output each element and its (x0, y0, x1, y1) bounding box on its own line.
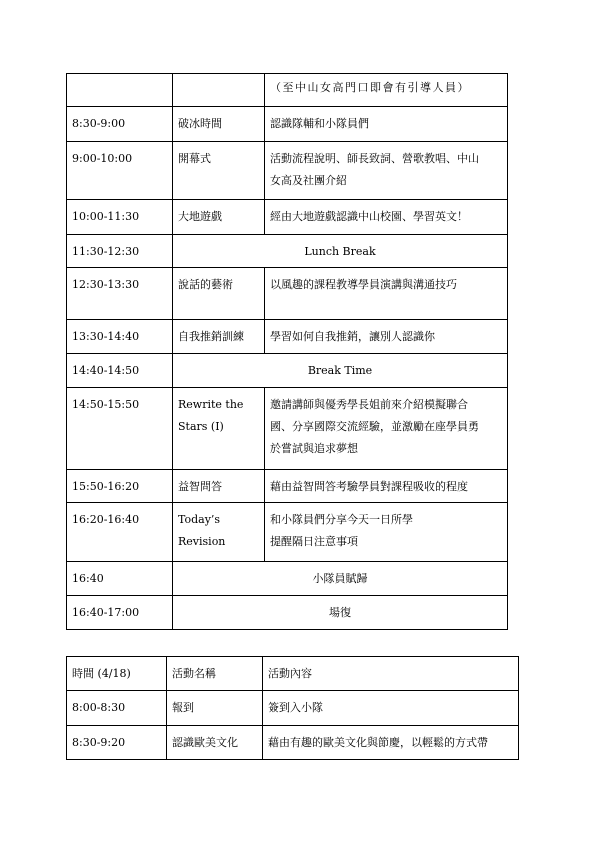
activity-cell: 大地遊戲 (173, 200, 265, 235)
time-cell: 16:40 (67, 562, 173, 596)
content-cell: 邀請講師與優秀學長姐前來介紹模擬聯合 國、分享國際交流經驗，並激勵在座學員勇 於嘗試與追求夢想 (265, 388, 508, 470)
merged-activity-cell: 小隊員賦歸 (173, 562, 508, 596)
table-row (67, 235, 508, 268)
table-row (67, 596, 508, 630)
time-cell: 16:40-17:00 (67, 596, 173, 630)
content-cell: 經由大地遊戲認識中山校園、學習英文！ (265, 200, 508, 235)
header-time-cell: 時間 (4/18) (67, 657, 167, 691)
content-cell: 藉由有趣的歐美文化與節慶，以輕鬆的方式帶 (263, 726, 519, 760)
content-cell: 認識隊輔和小隊員們 (265, 107, 508, 142)
table-row (67, 503, 508, 562)
table-row (67, 691, 519, 726)
activity-cell: 破冰時間 (173, 107, 265, 142)
merged-activity-cell: Break Time (173, 354, 508, 388)
table-row (67, 268, 508, 320)
merged-activity-cell: 場復 (173, 596, 508, 630)
content-cell: 和小隊員們分享今天一日所學 提醒隔日注意事項 (265, 503, 508, 562)
time-cell (67, 74, 173, 107)
table-row (67, 354, 508, 388)
content-cell: 藉由益智問答考驗學員對課程吸收的程度 (265, 470, 508, 503)
activity-cell (173, 74, 265, 107)
content-cell: 以風趣的課程教導學員演講與溝通技巧 (265, 268, 508, 320)
time-cell: 8:30-9:20 (67, 726, 167, 760)
time-cell: 8:30-9:00 (67, 107, 173, 142)
table-row (67, 107, 508, 142)
content-cell: 學習如何自我推銷，讓別人認識你 (265, 320, 508, 354)
table-header-row (67, 657, 519, 691)
time-cell: 8:00-8:30 (67, 691, 167, 726)
activity-cell: 益智問答 (173, 470, 265, 503)
time-cell: 10:00-11:30 (67, 200, 173, 235)
time-cell: 14:40-14:50 (67, 354, 173, 388)
header-activity-cell: 活動名稱 (167, 657, 263, 691)
table-row (67, 470, 508, 503)
table-row (67, 726, 519, 760)
activity-cell: Today’s Revision (173, 503, 265, 562)
activity-cell: 認識歐美文化 (167, 726, 263, 760)
time-cell: 9:00-10:00 (67, 142, 173, 200)
table-row (67, 142, 508, 200)
table-row (67, 320, 508, 354)
activity-cell: 自我推銷訓練 (173, 320, 265, 354)
table-row (67, 562, 508, 596)
activity-cell: 開幕式 (173, 142, 265, 200)
header-content-cell: 活動內容 (263, 657, 519, 691)
time-cell: 13:30-14:40 (67, 320, 173, 354)
table-row (67, 74, 508, 107)
time-cell: 11:30-12:30 (67, 235, 173, 268)
content-cell: （至中山女高門口即會有引導人員） (265, 74, 508, 107)
time-cell: 14:50-15:50 (67, 388, 173, 470)
schedule-table-day2 (66, 656, 519, 760)
table-row (67, 388, 508, 470)
content-cell: 簽到入小隊 (263, 691, 519, 726)
time-cell: 12:30-13:30 (67, 268, 173, 320)
schedule-table-day1 (66, 73, 508, 630)
time-cell: 16:20-16:40 (67, 503, 173, 562)
table-row (67, 200, 508, 235)
activity-cell: 說話的藝術 (173, 268, 265, 320)
activity-cell: Rewrite the Stars (I) (173, 388, 265, 470)
time-cell: 15:50-16:20 (67, 470, 173, 503)
merged-activity-cell: Lunch Break (173, 235, 508, 268)
content-cell: 活動流程說明、師長致詞、營歌教唱、中山 女高及社團介紹 (265, 142, 508, 200)
activity-cell: 報到 (167, 691, 263, 726)
